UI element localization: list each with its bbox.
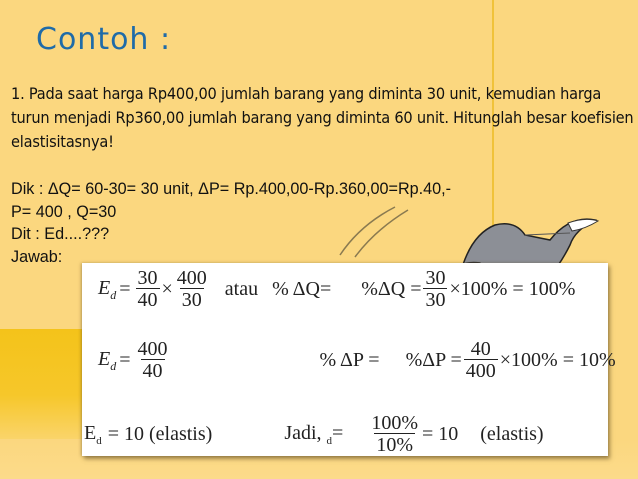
background-accent-band: [0, 329, 90, 439]
pct-dq-lhs: %ΔQ =: [361, 278, 422, 300]
final-label: (elastis): [480, 423, 544, 445]
fraction-40-400: $\frac{40}{400}$: [465, 338, 496, 382]
final-result: = 10: [421, 423, 459, 445]
ed-symbol: $E_d$: [98, 347, 117, 373]
atau-label: atau: [224, 278, 259, 300]
ed-symbol: $E_d$: [98, 276, 117, 302]
formula-row-2: $E_d$ = $\frac{400}{40}$ % ΔP = %ΔP = $\frac{40}{400}$ ×100% = 10%: [98, 338, 616, 382]
ed-symbol: $E_d$: [84, 422, 102, 447]
problem-statement: 1. Pada saat harga Rp400,00 jumlah barang yang diminta 30 unit, kemudian harga turun menjadi Rp360,00 jumlah barang yang diminta 60 unit. Hitunglah besar koefisien elastisitasnya!: [11, 84, 634, 151]
pct-dp-lhs: %ΔP =: [405, 349, 462, 371]
fraction-400-40: $\frac{400}{40}$: [137, 338, 168, 382]
pct-dp-label: % ΔP =: [319, 349, 380, 371]
formula-row-3: [84, 413, 544, 456]
fraction-30-40: $\frac{30}{40}$: [137, 267, 158, 311]
given-line-deltas: Dik : ΔQ= 60-30= 30 unit, ΔP= Rp.400,00-Rp.360,00=Rp.40,-: [11, 180, 452, 198]
formula-box: [82, 263, 616, 456]
pct-dq-label: % ΔQ=: [272, 278, 332, 300]
formula-row-1: $E_d$ = $\frac{30}{40}$ × $\frac{400}{30}$ atau % ΔQ= %ΔQ = $\frac{30}{30}$ ×100% = 100%: [98, 267, 576, 311]
fraction-100pct-10pct: $\frac{100\%}{10\%}$: [371, 412, 418, 456]
fraction-30-30: $\frac{30}{30}$: [425, 267, 446, 311]
jadi-label: Jadi, $_d$=: [284, 422, 344, 447]
pct-dq-result: ×100% = 100%: [449, 278, 576, 300]
asked-line: Dit : Ed....???: [11, 225, 110, 243]
ed-result: = 10 (elastis): [107, 423, 213, 445]
fraction-400-30: $\frac{400}{30}$: [176, 267, 207, 311]
pct-dp-result: ×100% = 10%: [499, 349, 616, 371]
given-line-pq: P= 400 , Q=30: [11, 202, 117, 221]
answer-label: Jawab:: [11, 247, 63, 266]
slide-title: Contoh :: [36, 22, 172, 57]
